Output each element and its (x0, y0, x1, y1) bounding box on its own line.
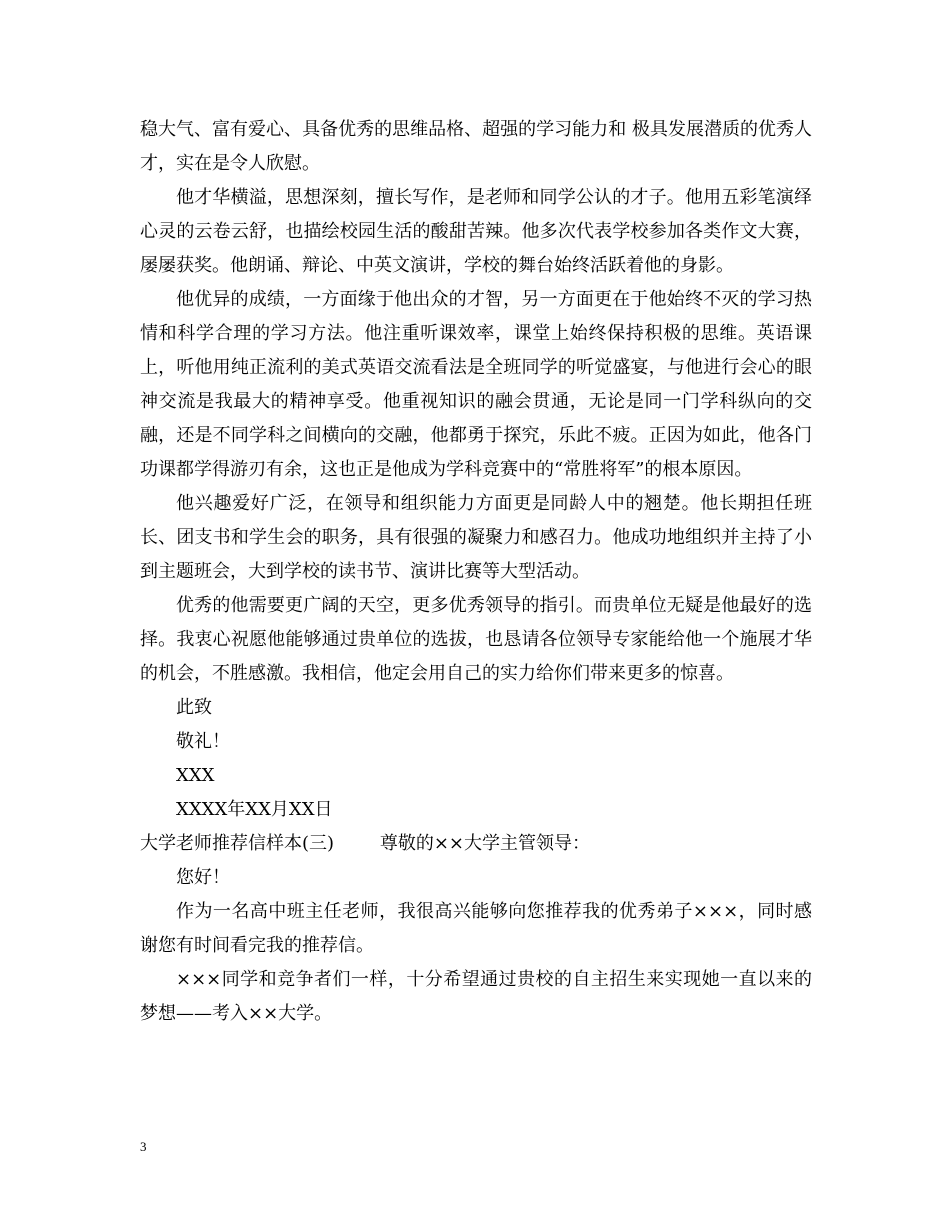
paragraph-recommendation: 优秀的他需要更广阔的天空，更多优秀领导的指引。而贵单位无疑是他最好的选择。我衷心祝愿他能够通过贵单位的选拔，也恳请各位领导专家能给他一个施展才华的机会，不胜感激。我相信，他定会用自己的实力给你们带来更多的惊喜。 (140, 595, 812, 684)
salutation: 尊敬的××大学主管领导： (379, 833, 590, 854)
page-number: 3 (140, 1139, 147, 1154)
document-body (140, 113, 812, 1031)
paragraph-study: 他优异的成绩，一方面缘于他出众的才智，另一方面更在于他始终不灭的学习热情和科学合理的学习方法。他注重听课效率，课堂上始终保持积极的思维。英语课上，听他用纯正流利的美式英语交流看法是全班同学的听觉盛宴，与他进行会心的眼神交流是我最大的精神享受。他重视知识的融会贯通，无论是同一门学科纵向的交融，还是不同学科之间横向的交融，他都勇于探究，乐此不疲。正因为如此，他各门功课都学得游刃有余，这也正是他成为学科竞赛中的“常胜将军”的根本原因。 (140, 289, 812, 480)
letter-date: XXXX年XX月XX日 (176, 799, 333, 820)
greeting: 您好！ (176, 867, 230, 888)
paragraph-dream: ×××同学和竞争者们一样，十分希望通过贵校的自主招生来实现她一直以来的梦想——考入××大学。 (140, 969, 812, 1024)
section-heading-line (140, 827, 812, 861)
closing-jing-li: 敬礼！ (176, 731, 230, 752)
signature: XXX (176, 765, 215, 786)
closing-ci-zhi: 此致 (176, 697, 212, 718)
paragraph-leadership: 他兴趣爱好广泛，在领导和组织能力方面更是同龄人中的翘楚。他长期担任班长、团支书和学生会的职务，具有很强的凝聚力和感召力。他成功地组织并主持了小到主题班会，大到学校的读书节、演讲比赛等大型活动。 (140, 493, 812, 582)
section-heading: 大学老师推荐信样本(三) (140, 833, 335, 854)
paragraph-intro: 作为一名高中班主任老师，我很高兴能够向您推荐我的优秀弟子×××，同时感谢您有时间看完我的推荐信。 (140, 901, 812, 956)
paragraph-continuation: 稳大气、富有爱心、具备优秀的思维品格、超强的学习能力和 极具发展潜质的优秀人才，实在是令人欣慰。 (140, 119, 812, 174)
paragraph-talent: 他才华横溢，思想深刻，擅长写作，是老师和同学公认的才子。他用五彩笔演绎心灵的云卷云舒，也描绘校园生活的酸甜苦辣。他多次代表学校参加各类作文大赛，屡屡获奖。他朗诵、辩论、中英文演讲，学校的舞台始终活跃着他的身影。 (140, 187, 812, 276)
